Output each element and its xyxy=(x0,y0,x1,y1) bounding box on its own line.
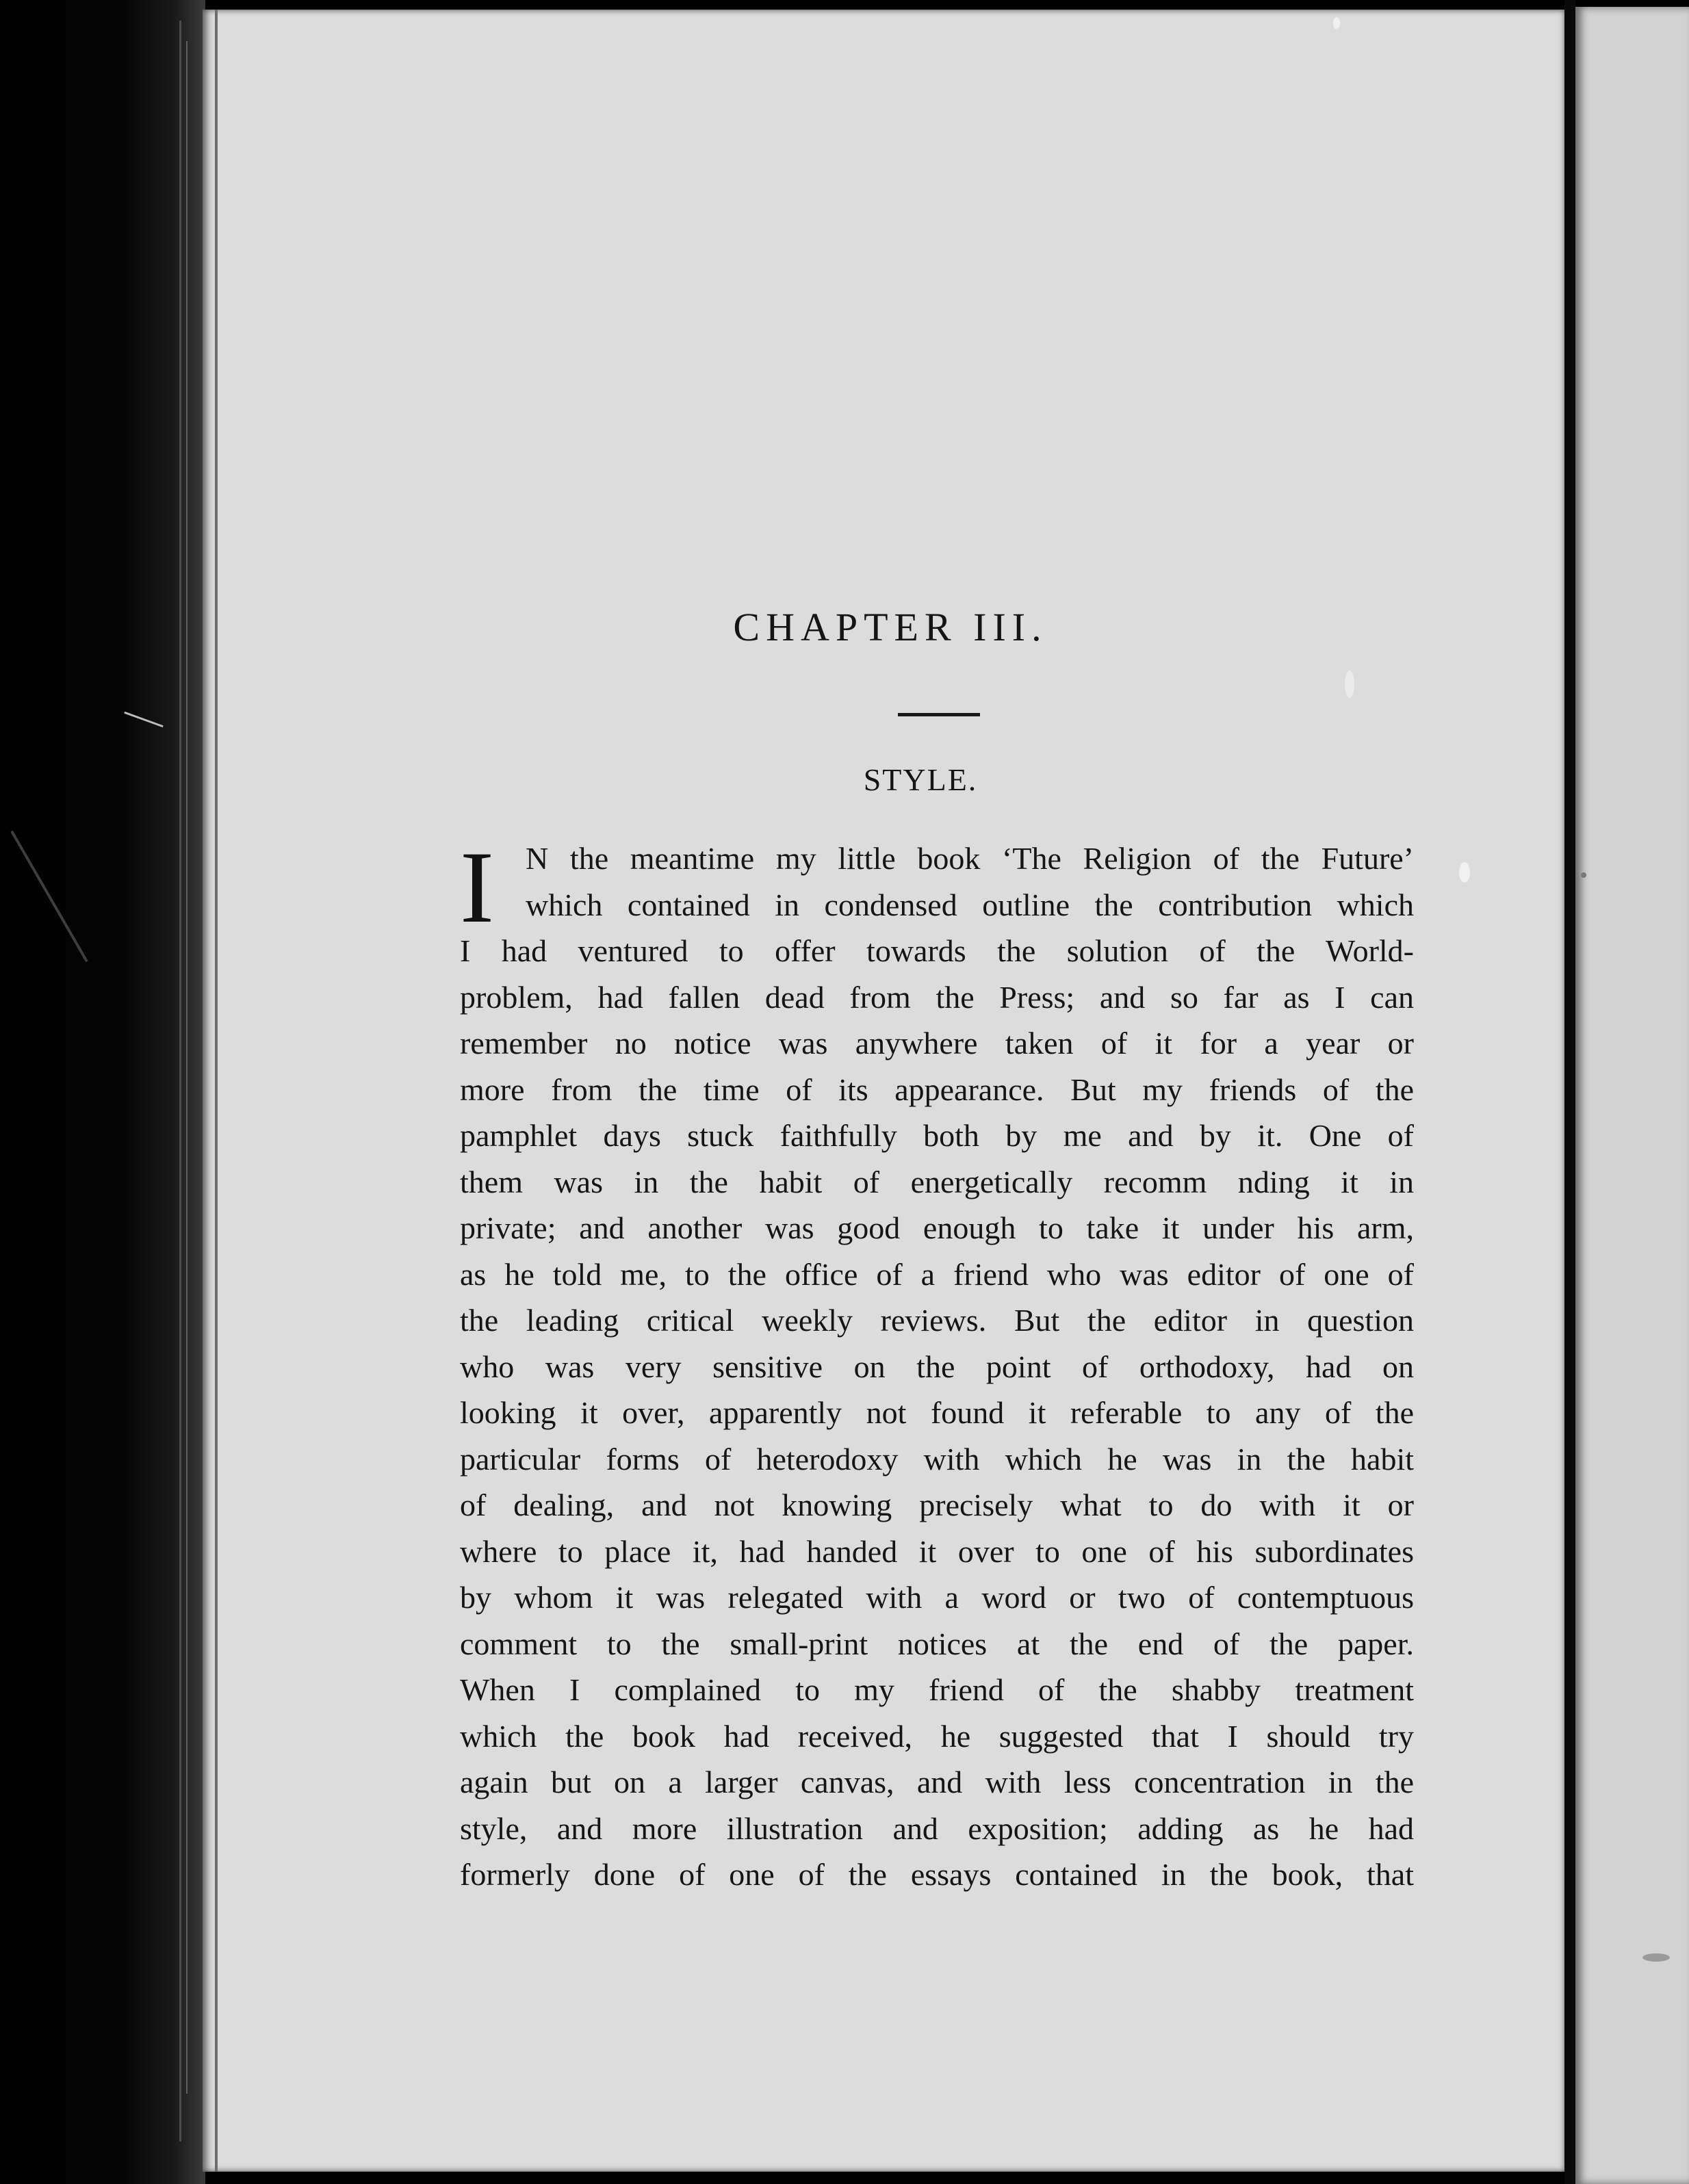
page-margin-line xyxy=(215,10,218,2172)
text-line: formerly done of one of the essays contained in the book, that xyxy=(460,1857,1414,1892)
section-title-block xyxy=(203,764,1564,796)
drop-cap: I xyxy=(460,831,494,944)
text-line: comment to the small-print notices at the end of the paper. xyxy=(460,1626,1414,1661)
text-line: as he told me, to the office of a friend who was editor of one of xyxy=(460,1256,1414,1292)
text-line: style, and more illustration and exposition; adding as he had xyxy=(460,1810,1414,1846)
scan-speck xyxy=(1459,862,1470,883)
text-line: which contained in condensed outline the contribution which xyxy=(526,887,1414,922)
text-line: where to place it, had handed it over to one of his subordinates xyxy=(460,1533,1414,1569)
text-line: the leading critical weekly reviews. But the editor in question xyxy=(460,1303,1414,1338)
text-line: who was very sensitive on the point of orthodoxy, had on xyxy=(460,1349,1414,1384)
text-line: pamphlet days stuck faithfully both by me and by it. One of xyxy=(460,1118,1414,1153)
text-line: problem, had fallen dead from the Press; and so far as I can xyxy=(460,979,1414,1015)
edge-streak xyxy=(186,41,188,2094)
scan-speck xyxy=(1642,1953,1670,1962)
scan-speck xyxy=(1345,671,1354,698)
top-border xyxy=(0,0,1689,10)
text-line: When I complained to my friend of the shabby treatment xyxy=(460,1672,1414,1707)
text-line: them was in the habit of energetically recomm nding it in xyxy=(460,1164,1414,1199)
chapter-heading-block xyxy=(203,605,1564,649)
text-line: particular forms of heterodoxy with which he was in the habit xyxy=(460,1441,1414,1477)
text-line: by whom it was relegated with a word or two of contemptuous xyxy=(460,1580,1414,1615)
book-edge xyxy=(0,0,205,2184)
edge-streak xyxy=(179,21,181,2142)
text-line: remember no notice was anywhere taken of it for a year or xyxy=(460,1026,1414,1061)
edge-streak xyxy=(10,831,88,963)
text-line: which the book had received, he suggested that I should try xyxy=(460,1718,1414,1754)
book-gutter xyxy=(1564,0,1575,2184)
text-line: I had ventured to offer towards the solution of the World- xyxy=(460,933,1414,968)
text-line: of dealing, and not knowing precisely what to do with it or xyxy=(460,1487,1414,1522)
section-title: STYLE. xyxy=(863,762,978,797)
text-line: N the meantime my little book ‘The Religion of the Future’ xyxy=(526,841,1414,876)
facing-page-edge xyxy=(1575,7,1689,2184)
heading-rule xyxy=(898,713,980,716)
scan-speck xyxy=(1333,17,1340,29)
chapter-heading: CHAPTER III. xyxy=(733,605,1048,649)
body-paragraph xyxy=(460,831,1414,1898)
text-line: more from the time of its appearance. But my friends of the xyxy=(460,1071,1414,1107)
text-line: again but on a larger canvas, and with less concentration in the xyxy=(460,1765,1414,1799)
text-line: looking it over, apparently not found it referable to any of the xyxy=(460,1395,1414,1430)
scan-speck xyxy=(1581,872,1586,878)
edge-streak xyxy=(124,712,163,727)
text-line: private; and another was good enough to take it under his arm, xyxy=(460,1210,1414,1245)
